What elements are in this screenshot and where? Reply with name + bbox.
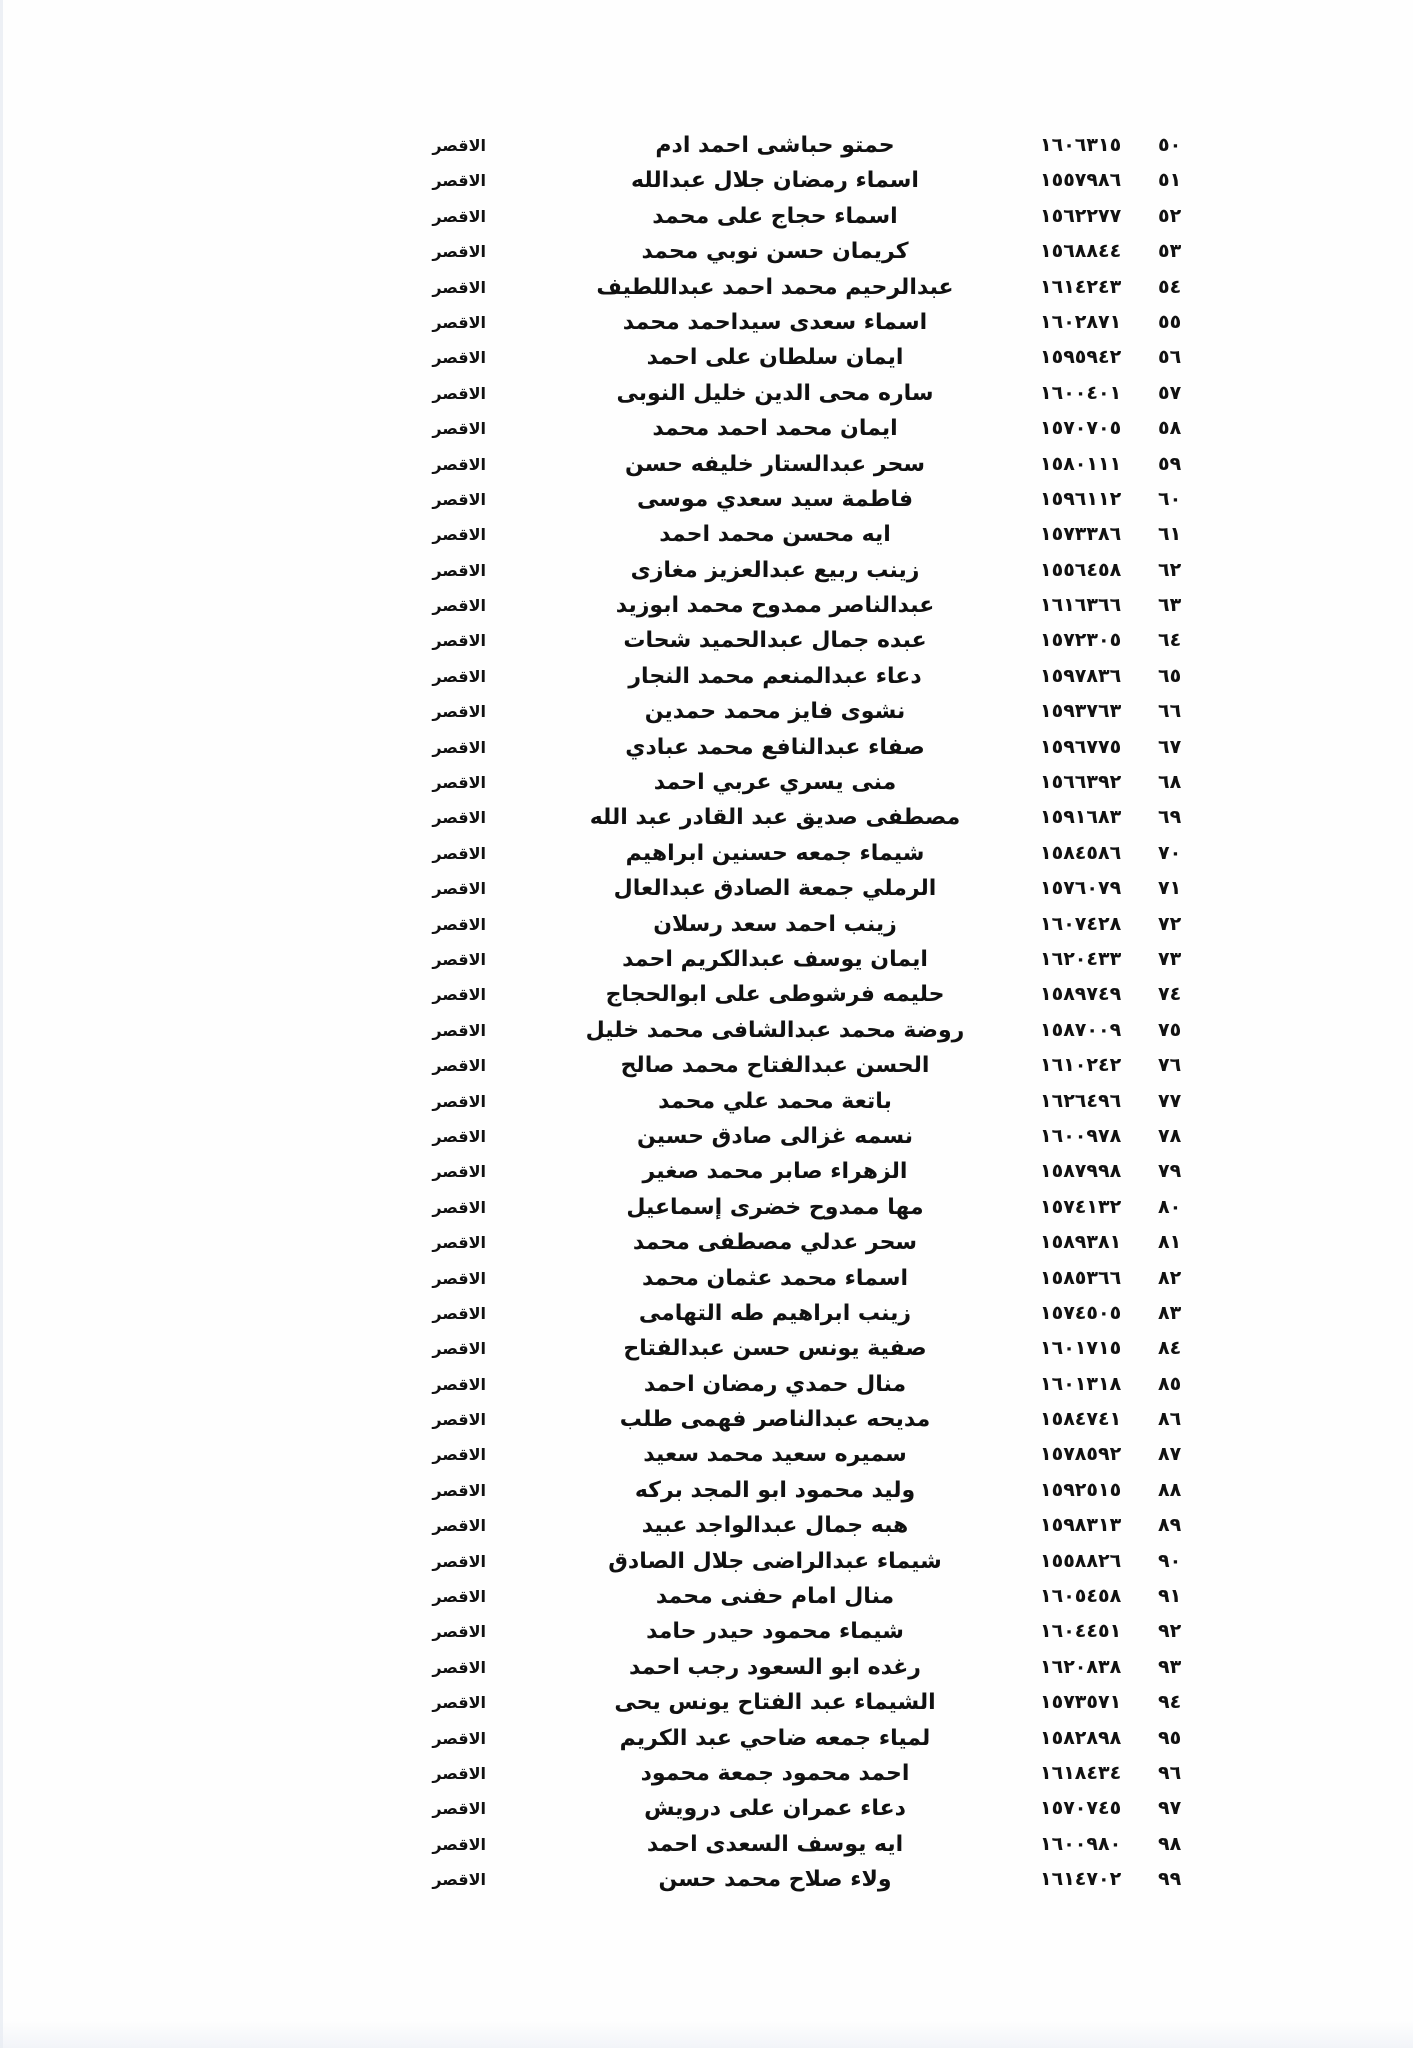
id-number: ١٥٩٧٨٣٦ [1040,664,1122,687]
person-name: باتعة محمد علي محمد [658,1088,892,1114]
id-number: ١٥٦٦٣٩٢ [1040,771,1122,794]
serial-number: ٧٧ [1158,1089,1182,1112]
person-name: احمد محمود جمعة محمود [640,1760,910,1786]
serial-number: ٨٦ [1158,1408,1182,1431]
table-row [0,1579,1413,1614]
serial-number: ٨٢ [1158,1266,1182,1289]
id-number: ١٥٧٠٧٠٥ [1040,417,1122,440]
serial-number: ٥٥ [1158,310,1182,333]
person-name: اسماء رمضان جلال عبدالله [631,168,919,194]
city-name: الاقصر [432,1091,486,1111]
person-name: الزهراء صابر محمد صغير [642,1159,908,1185]
person-name: مها ممدوح خضرى إسماعيل [626,1194,924,1220]
table-row [0,270,1413,305]
id-number: ١٥٥٧٩٨٦ [1040,169,1122,192]
table-row [0,942,1413,977]
city-name: الاقصر [432,702,486,722]
serial-number: ٦٠ [1158,487,1182,510]
serial-number: ٥٨ [1158,417,1182,440]
table-row [0,1862,1413,1897]
city-name: الاقصر [432,808,486,828]
city-name: الاقصر [432,560,486,580]
city-name: الاقصر [432,949,486,969]
person-name: هبه جمال عبدالواجد عبيد [641,1513,909,1539]
table-row [0,447,1413,482]
person-name: نشوى فايز محمد حمدين [644,699,906,725]
serial-number: ٩٢ [1158,1620,1182,1643]
person-name: زينب ربيع عبدالعزيز مغازى [630,557,920,583]
city-name: الاقصر [432,843,486,863]
table-row [0,659,1413,694]
id-number: ١٦٠٧٤٢٨ [1040,912,1122,935]
city-name: الاقصر [432,879,486,899]
person-name: لمياء جمعه ضاحي عبد الكريم [619,1725,931,1751]
id-number: ١٦١٤٧٠٢ [1040,1868,1122,1891]
scan-edge-bottom [0,2020,1413,2048]
id-number: ١٦١٤٢٤٣ [1040,275,1122,298]
serial-number: ٩٨ [1158,1832,1182,1855]
person-name: سميره سعيد محمد سعيد [643,1442,907,1468]
table-row [0,1650,1413,1685]
id-number: ١٥٨٤٧٤١ [1040,1408,1122,1431]
city-name: الاقصر [432,419,486,439]
person-name: شيماء عبدالراضى جلال الصادق [608,1548,942,1574]
city-name: الاقصر [432,525,486,545]
serial-number: ٦٤ [1158,629,1182,652]
table-row [0,482,1413,517]
city-name: الاقصر [432,1445,486,1465]
id-number: ١٦٢٦٤٩٦ [1040,1089,1122,1112]
person-name: ولاء صلاح محمد حسن [658,1867,892,1893]
table-row [0,1367,1413,1402]
serial-number: ٦٣ [1158,594,1182,617]
person-name: عبدالرحيم محمد احمد عبداللطيف [596,274,954,300]
serial-number: ٦٥ [1158,664,1182,687]
id-number: ١٦٠٠٩٧٨ [1040,1124,1122,1147]
table-row [0,871,1413,906]
person-name: نسمه غزالى صادق حسين [637,1123,913,1149]
table-row [0,1084,1413,1119]
city-name: الاقصر [432,914,486,934]
city-name: الاقصر [432,1020,486,1040]
serial-number: ٨٥ [1158,1372,1182,1395]
city-name: الاقصر [432,171,486,191]
table-row [0,1685,1413,1720]
serial-number: ٩٤ [1158,1691,1182,1714]
city-name: الاقصر [432,1587,486,1607]
serial-number: ٧٣ [1158,947,1182,970]
person-name: ايمان محمد احمد محمد [652,416,898,442]
person-name: منال حمدي رمضان احمد [643,1371,907,1397]
table-row [0,553,1413,588]
city-name: الاقصر [432,1268,486,1288]
city-name: الاقصر [432,1763,486,1783]
id-number: ١٥٩٥٩٤٢ [1040,346,1122,369]
serial-number: ٨٩ [1158,1514,1182,1537]
id-number: ١٦٠٠٩٨٠ [1040,1832,1122,1855]
serial-number: ٥٣ [1158,240,1182,263]
person-name: حليمه فرشوطى على ابوالحجاج [605,982,945,1008]
table-row [0,907,1413,942]
id-number: ١٥٥٨٨٢٦ [1040,1549,1122,1572]
serial-number: ٨٤ [1158,1337,1182,1360]
person-name: الشيماء عبد الفتاح يونس يحى [614,1690,936,1716]
city-name: الاقصر [432,596,486,616]
table-row [0,1048,1413,1083]
serial-number: ٥١ [1158,169,1182,192]
serial-number: ٨٠ [1158,1195,1182,1218]
city-name: الاقصر [432,985,486,1005]
serial-number: ٧٠ [1158,841,1182,864]
city-name: الاقصر [432,773,486,793]
id-number: ١٥٩٣٧٦٣ [1040,700,1122,723]
id-number: ١٥٧٠٧٤٥ [1040,1797,1122,1820]
serial-number: ٩٣ [1158,1655,1182,1678]
table-row [0,1827,1413,1862]
person-name: سحر عدلي مصطفى محمد [632,1230,918,1256]
id-number: ١٥٨٠١١١ [1040,452,1122,475]
serial-number: ٥٠ [1158,134,1182,156]
city-name: الاقصر [432,1410,486,1430]
table-row [0,199,1413,234]
table-row [0,1190,1413,1225]
serial-number: ٧٥ [1158,1018,1182,1041]
city-name: الاقصر [432,631,486,651]
person-name: منال امام حفنى محمد [655,1584,895,1610]
serial-number: ٧٦ [1158,1054,1182,1077]
serial-number: ٧٨ [1158,1124,1182,1147]
person-name: ايه يوسف السعدى احمد [646,1831,904,1857]
table-row [0,1154,1413,1189]
serial-number: ٨١ [1158,1231,1182,1254]
serial-number: ٦٢ [1158,558,1182,581]
table-row [0,234,1413,269]
city-name: الاقصر [432,1693,486,1713]
id-number: ١٦٠١٣١٨ [1040,1372,1122,1395]
serial-number: ٥٧ [1158,381,1182,404]
serial-number: ٩٦ [1158,1761,1182,1784]
id-number: ١٦٠١٧١٥ [1040,1337,1122,1360]
table-row [0,1614,1413,1649]
city-name: الاقصر [432,1233,486,1253]
table-row [0,411,1413,446]
city-name: الاقصر [432,1056,486,1076]
person-name: اسماء محمد عثمان محمد [641,1265,909,1291]
city-name: الاقصر [432,1834,486,1854]
person-name: مصطفى صديق عبد القادر عبد الله [589,805,961,831]
person-name: ايه محسن محمد احمد [659,522,891,548]
table-row [0,1013,1413,1048]
id-number: ١٥٦٨٨٤٤ [1040,240,1122,263]
id-number: ١٥٩١٦٨٣ [1040,806,1122,829]
person-name: صفية يونس حسن عبدالفتاح [623,1336,927,1362]
id-number: ١٦٠٤٤٥١ [1040,1620,1122,1643]
table-row [0,1402,1413,1437]
person-name: عبده جمال عبدالحميد شحات [623,628,927,654]
city-name: الاقصر [432,666,486,686]
city-name: الاقصر [432,1516,486,1536]
table-row [0,694,1413,729]
person-name: رغده ابو السعود رجب احمد [629,1654,921,1680]
serial-number: ٧٤ [1158,983,1182,1006]
id-number: ١٥٧٢٣٠٥ [1040,629,1122,652]
person-name: زينب احمد سعد رسلان [653,911,897,937]
serial-number: ٩٩ [1158,1868,1182,1891]
serial-number: ٧١ [1158,877,1182,900]
table-row [0,1261,1413,1296]
person-name: ساره محى الدين خليل النوبى [616,380,934,406]
person-name: شيماء محمود حيدر حامد [646,1619,904,1645]
city-name: الاقصر [432,277,486,297]
person-name: مديحه عبدالناصر فهمى طلب [619,1407,931,1433]
city-name: الاقصر [432,136,486,155]
id-number: ١٥٨٩٧٤٩ [1040,983,1122,1006]
serial-number: ٦٦ [1158,700,1182,723]
table-row [0,1791,1413,1826]
person-name: زينب ابراهيم طه التهامى [638,1300,912,1326]
table-row [0,1296,1413,1331]
id-number: ١٦٢٠٤٣٣ [1040,947,1122,970]
table-row [0,1508,1413,1543]
serial-number: ٦٩ [1158,806,1182,829]
id-number: ١٦٠٠٤٠١ [1040,381,1122,404]
id-number: ١٥٨٧٠٠٩ [1040,1018,1122,1041]
serial-number: ٦٨ [1158,771,1182,794]
id-number: ١٥٨٥٣٦٦ [1040,1266,1122,1289]
id-number: ١٦٠٦٣١٥ [1040,134,1122,156]
serial-number: ٩٧ [1158,1797,1182,1820]
serial-number: ٥٩ [1158,452,1182,475]
id-number: ١٥٥٦٤٥٨ [1040,558,1122,581]
city-name: الاقصر [432,1374,486,1394]
table-row [0,305,1413,340]
person-name: عبدالناصر ممدوح محمد ابوزيد [615,593,935,619]
table-row [0,340,1413,375]
city-name: الاقصر [432,737,486,757]
person-name: وليد محمود ابو المجد بركه [634,1477,916,1503]
city-name: الاقصر [432,1197,486,1217]
serial-number: ٦٧ [1158,735,1182,758]
id-number: ١٦٢٠٨٣٨ [1040,1655,1122,1678]
table-row [0,1225,1413,1260]
id-number: ١٥٨٩٣٨١ [1040,1231,1122,1254]
city-name: الاقصر [432,1126,486,1146]
city-name: الاقصر [432,1870,486,1890]
person-name: سحر عبدالستار خليفه حسن [625,451,925,477]
id-number: ١٥٧٨٥٩٢ [1040,1443,1122,1466]
city-name: الاقصر [432,1551,486,1571]
table-row [0,977,1413,1012]
table-row [0,1473,1413,1508]
person-name: شيماء جمعه حسنين ابراهيم [625,840,925,866]
id-number: ١٥٩٦٧٧٥ [1040,735,1122,758]
city-name: الاقصر [432,1303,486,1323]
table-row [0,163,1413,198]
person-name: دعاء عمران على درويش [644,1796,906,1822]
table-row [0,730,1413,765]
city-name: الاقصر [432,242,486,262]
id-number: ١٥٧٣٣٨٦ [1040,523,1122,546]
id-number: ١٥٩٨٣١٣ [1040,1514,1122,1537]
table-row [0,1544,1413,1579]
city-name: الاقصر [432,312,486,332]
table-row [0,623,1413,658]
person-name: حمتو حباشى احمد ادم [655,133,895,158]
person-name: الحسن عبدالفتاح محمد صالح [620,1053,930,1079]
id-number: ١٥٧٤٥٠٥ [1040,1301,1122,1324]
person-name: ايمان يوسف عبدالكريم احمد [622,946,928,972]
id-number: ١٥٩٢٥١٥ [1040,1478,1122,1501]
city-name: الاقصر [432,1622,486,1642]
person-name: فاطمة سيد سعدي موسى [636,486,913,512]
city-name: الاقصر [432,206,486,226]
table-row [0,800,1413,835]
city-name: الاقصر [432,348,486,368]
city-name: الاقصر [432,1799,486,1819]
serial-number: ٥٦ [1158,346,1182,369]
person-name: كريمان حسن نوبي محمد [641,239,909,265]
serial-number: ٥٤ [1158,275,1182,298]
person-name: ايمان سلطان على احمد [646,345,904,371]
id-number: ١٦١٠٢٤٢ [1040,1054,1122,1077]
id-number: ١٥٦٢٢٧٧ [1040,204,1122,227]
city-name: الاقصر [432,1657,486,1677]
city-name: الاقصر [432,454,486,474]
table-row [0,1331,1413,1366]
person-name: الرملي جمعة الصادق عبدالعال [613,876,937,902]
city-name: الاقصر [432,1480,486,1500]
names-table [0,128,1413,1898]
serial-number: ٦١ [1158,523,1182,546]
table-row [0,517,1413,552]
table-row [0,1721,1413,1756]
serial-number: ٩٥ [1158,1726,1182,1749]
serial-number: ٨٨ [1158,1478,1182,1501]
id-number: ١٥٧٦٠٧٩ [1040,877,1122,900]
serial-number: ٩١ [1158,1585,1182,1608]
table-row [0,588,1413,623]
table-row [0,1756,1413,1791]
person-name: روضة محمد عبدالشافى محمد خليل [585,1017,965,1043]
table-row [0,376,1413,411]
table-row [0,836,1413,871]
serial-number: ٩٠ [1158,1549,1182,1572]
person-name: صفاء عبدالنافع محمد عبادي [625,734,925,760]
city-name: الاقصر [432,383,486,403]
city-name: الاقصر [432,1162,486,1182]
serial-number: ٨٣ [1158,1301,1182,1324]
id-number: ١٦١٦٣٦٦ [1040,594,1122,617]
id-number: ١٥٧٣٥٧١ [1040,1691,1122,1714]
table-row [0,1119,1413,1154]
id-number: ١٥٨٢٨٩٨ [1040,1726,1122,1749]
city-name: الاقصر [432,1728,486,1748]
id-number: ١٦١٨٤٣٤ [1040,1761,1122,1784]
id-number: ١٦٠٢٨٧١ [1040,310,1122,333]
city-name: الاقصر [432,489,486,509]
table-row [0,1437,1413,1472]
id-number: ١٥٩٦١١٢ [1040,487,1122,510]
city-name: الاقصر [432,1339,486,1359]
person-name: منى يسري عربي احمد [653,770,897,796]
serial-number: ٥٢ [1158,204,1182,227]
person-name: دعاء عبدالمنعم محمد النجار [628,663,922,689]
table-row [0,765,1413,800]
id-number: ١٦٠٥٤٥٨ [1040,1585,1122,1608]
serial-number: ٧٢ [1158,912,1182,935]
person-name: اسماء سعدى سيداحمد محمد [622,309,928,335]
id-number: ١٥٨٧٩٩٨ [1040,1160,1122,1183]
person-name: اسماء حجاج على محمد [652,203,898,229]
id-number: ١٥٨٤٥٨٦ [1040,841,1122,864]
table-row [0,128,1413,163]
serial-number: ٧٩ [1158,1160,1182,1183]
serial-number: ٨٧ [1158,1443,1182,1466]
id-number: ١٥٧٤١٣٢ [1040,1195,1122,1218]
